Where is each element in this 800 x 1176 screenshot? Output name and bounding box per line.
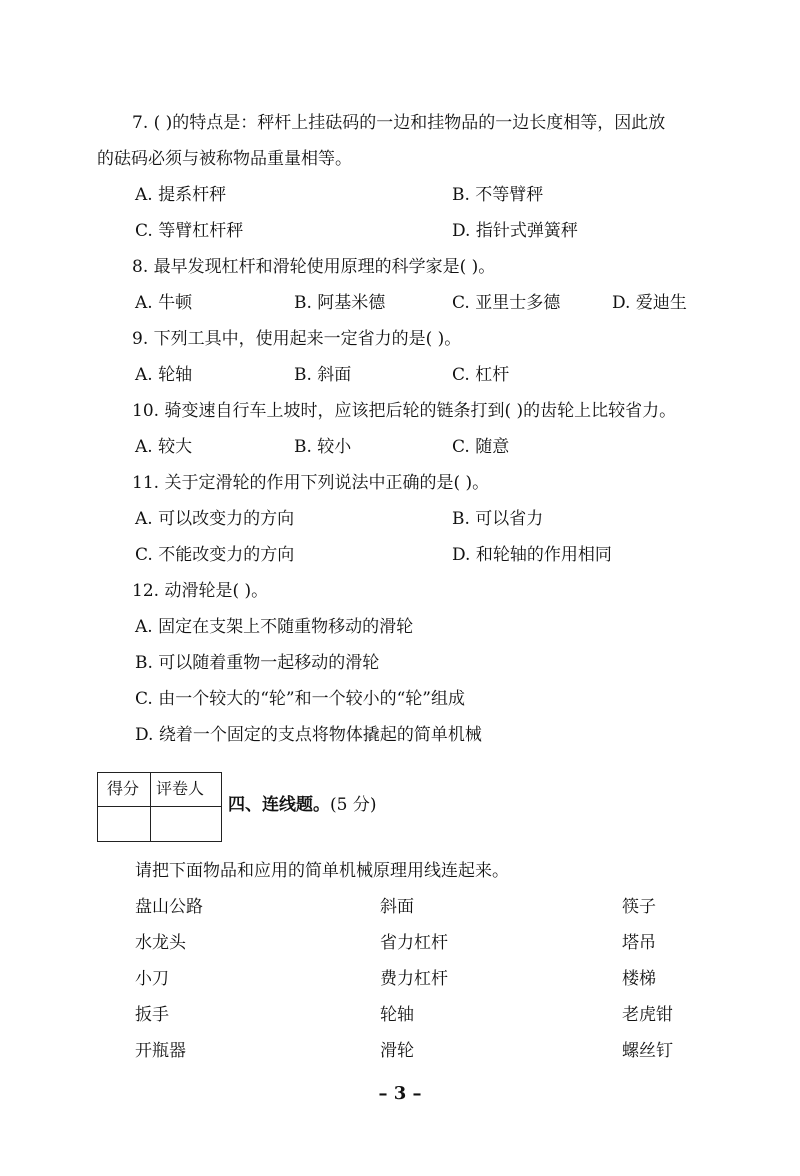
q9-option-b: B. 斜面 [294, 365, 352, 385]
page-number: – 3 – [378, 1083, 422, 1104]
q9-stem: 9. 下列工具中，使用起来一定省力的是( )。 [132, 329, 462, 349]
q8-option-a: A. 牛顿 [135, 293, 193, 313]
q10-option-c: C. 随意 [452, 437, 510, 457]
grader-label: 评卷人 [156, 779, 205, 798]
matching-right-item: 楼梯 [622, 969, 656, 989]
q7-option-a: A. 提系杆秤 [135, 185, 227, 205]
q11-stem: 11. 关于定滑轮的作用下列说法中正确的是( )。 [132, 473, 490, 493]
matching-right-item: 老虎钳 [622, 1005, 673, 1025]
q12-option-b: B. 可以随着重物一起移动的滑轮 [135, 653, 380, 673]
score-table-row-divider [98, 806, 221, 807]
matching-right-item: 螺丝钉 [622, 1041, 673, 1061]
q8-option-c: C. 亚里士多德 [452, 293, 561, 313]
q8-option-b: B. 阿基米德 [294, 293, 386, 313]
matching-right-item: 筷子 [622, 897, 656, 917]
section-heading: 四、连线题。 [228, 795, 330, 815]
q11-option-d: D. 和轮轴的作用相同 [452, 545, 612, 565]
q10-option-b: B. 较小 [294, 437, 352, 457]
section-title [228, 797, 376, 814]
q12-option-d: D. 绕着一个固定的支点将物体撬起的简单机械 [135, 725, 482, 745]
q12-option-a: A. 固定在支架上不随重物移动的滑轮 [135, 617, 414, 637]
q10-stem: 10. 骑变速自行车上坡时，应该把后轮的链条打到( )的齿轮上比较省力。 [132, 401, 677, 421]
matching-middle-item: 轮轴 [380, 1005, 414, 1025]
score-table-column-divider [150, 773, 151, 841]
q11-option-b: B. 可以省力 [452, 509, 544, 529]
q9-option-a: A. 轮轴 [135, 365, 193, 385]
matching-left-item: 扳手 [135, 1005, 169, 1025]
matching-middle-item: 费力杠杆 [380, 969, 448, 989]
q8-stem: 8. 最早发现杠杆和滑轮使用原理的科学家是( )。 [132, 257, 496, 277]
q7-stem-line1: 7. ( )的特点是：秤杆上挂砝码的一边和挂物品的一边长度相等，因此放 [132, 113, 666, 133]
q10-option-a: A. 较大 [135, 437, 193, 457]
q11-option-c: C. 不能改变力的方向 [135, 545, 295, 565]
q11-option-a: A. 可以改变力的方向 [135, 509, 295, 529]
q7-option-d: D. 指针式弹簧秤 [452, 221, 578, 241]
q9-option-c: C. 杠杆 [452, 365, 510, 385]
matching-right-item: 塔吊 [622, 933, 656, 953]
q8-option-d: D. 爱迪生 [612, 293, 687, 313]
matching-middle-item: 省力杠杆 [380, 933, 448, 953]
q7-option-c: C. 等臂杠杆秤 [135, 221, 244, 241]
score-label: 得分 [107, 779, 140, 798]
score-table [97, 772, 222, 842]
matching-left-item: 水龙头 [135, 933, 186, 953]
q7-stem-line2: 的砝码必须与被称物品重量相等。 [97, 149, 352, 169]
q12-stem: 12. 动滑轮是( )。 [132, 581, 269, 601]
matching-instruction: 请把下面物品和应用的简单机械原理用线连起来。 [135, 861, 509, 881]
q12-option-c: C. 由一个较大的“轮”和一个较小的“轮”组成 [135, 689, 465, 709]
matching-middle-item: 斜面 [380, 897, 414, 917]
matching-left-item: 开瓶器 [135, 1041, 186, 1061]
matching-middle-item: 滑轮 [380, 1041, 414, 1061]
matching-left-item: 小刀 [135, 969, 169, 989]
section-points: (5 分) [330, 795, 377, 815]
matching-left-item: 盘山公路 [135, 897, 203, 917]
q7-option-b: B. 不等臂秤 [452, 185, 544, 205]
